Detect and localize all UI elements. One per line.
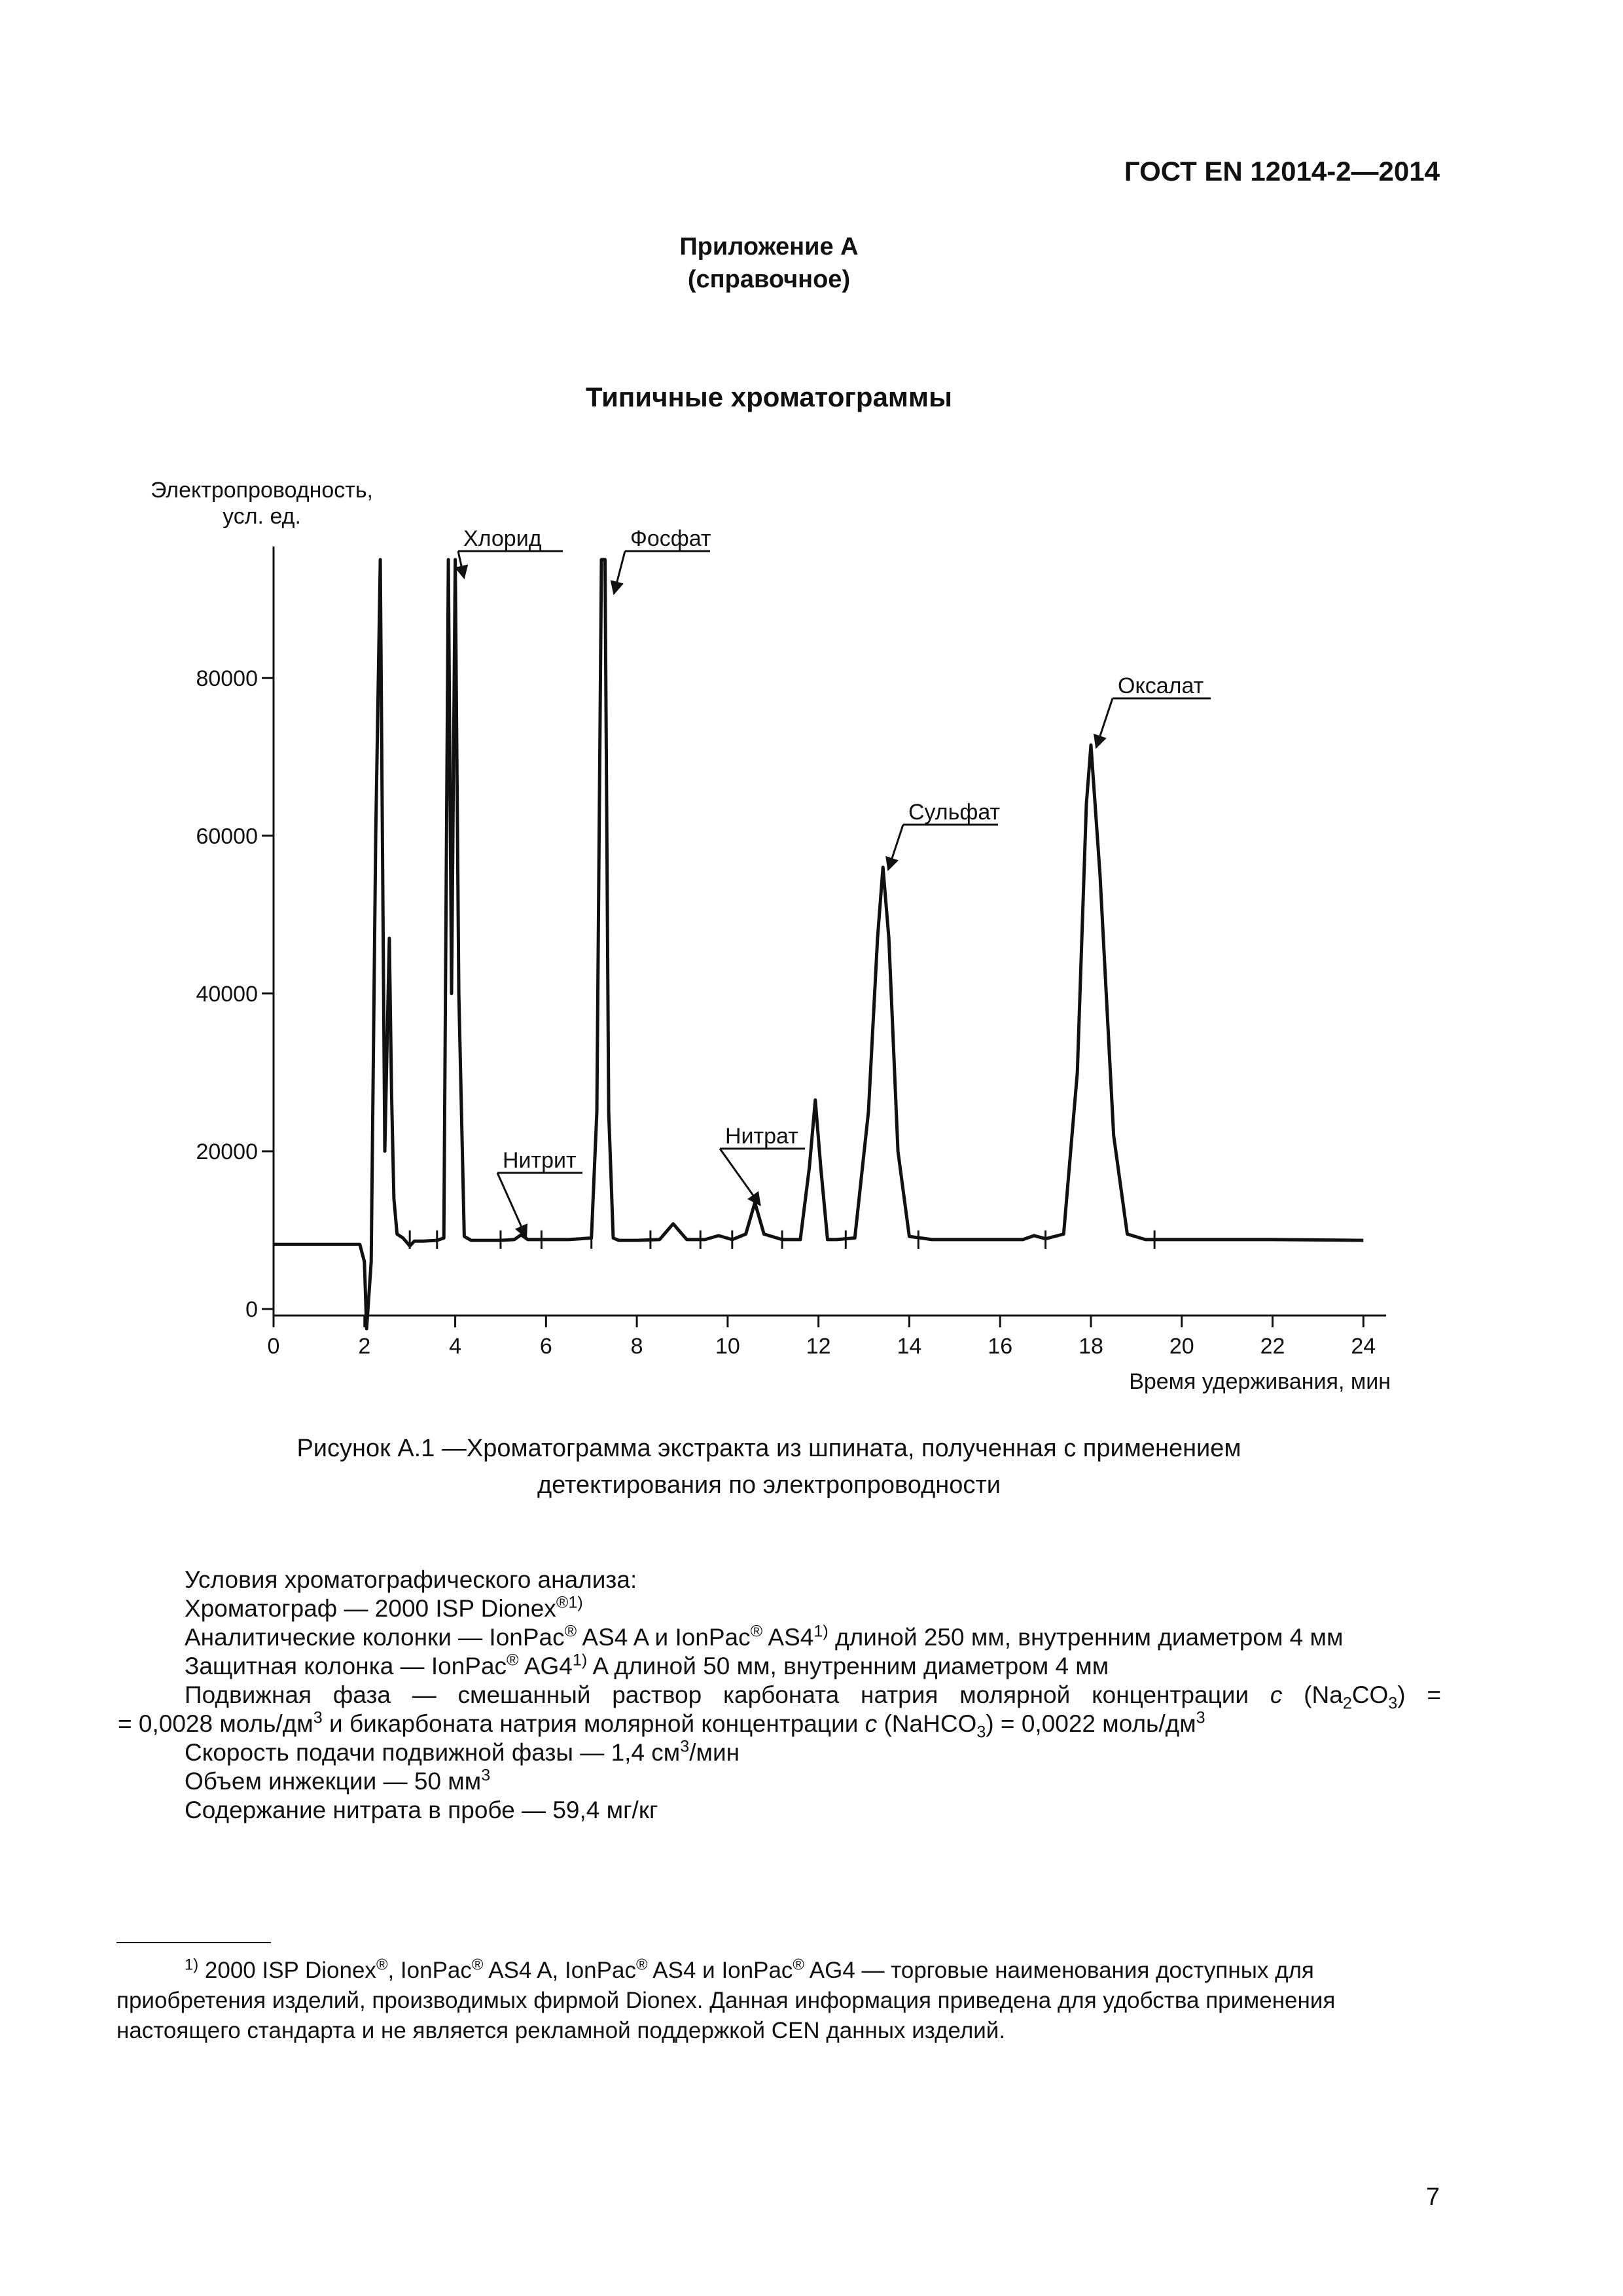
peak-label: Хлорид [463,526,542,551]
condition-mobile-phase-cont: = 0,0028 моль/$дм^3$ и бикарбоната натрия молярной концентрации c (NaHCO$_3$) = 0,0022 моль/$дм^3$ [118,1708,1205,1742]
figure-caption [0,1430,1538,1503]
x-tick-label: 22 [1260,1334,1285,1359]
x-tick-label: 8 [630,1334,643,1359]
footnote-divider [116,1942,271,1943]
chart-axes [274,547,1386,1316]
condition-guard-column: Защитная колонка — IonPac® AG4$^{1)}$ A длиной 50 мм, внутренним диаметром 4 мм [185,1651,1109,1679]
x-tick-label: 0 [267,1334,280,1359]
page-number: 7 [1425,2183,1440,2211]
y-tick-label: 40000 [196,981,258,1007]
peak-label: Сульфат [908,800,1001,825]
x-tick-label: 4 [449,1334,462,1359]
figure-caption-line2: детектирования по электропроводности [537,1471,1001,1499]
peak-annotation [1096,673,1211,747]
condition-nitrate-content: Содержание нитрата в пробе — 59,4 мг/кг [185,1797,658,1823]
peak-arrow [497,1173,526,1238]
x-tick-label: 12 [806,1334,831,1359]
y-axis-label-line2: усл. ед. [223,504,301,529]
peak-arrow [614,551,625,594]
chromatogram-chart [0,458,1505,1427]
condition-chromatograph: Хроматограф — 2000 ISP Dionex$^{®1)}$ [185,1593,583,1622]
x-tick-label: 18 [1079,1334,1103,1359]
peak-label: Оксалат [1118,673,1204,698]
peak-annotations [458,526,1211,1238]
condition-mobile-phase: Подвижная фаза — смешанный раствор карбоната натрия молярной концентрации c $(Na_2CO_3)$ = [185,1681,1442,1713]
annex-subtitle: (справочное) [687,266,851,293]
x-tick-label: 14 [897,1334,922,1359]
x-tick-label: 10 [715,1334,740,1359]
x-tick-label: 20 [1169,1334,1194,1359]
peak-annotation [458,526,563,578]
condition-columns: Аналитические колонки — IonPac® AS4 A и IonPac® AS4$^{1)}$ длиной 250 мм, внутренним диаметром 4 мм [185,1622,1344,1651]
peak-arrow [458,551,464,578]
x-tick-label: 16 [988,1334,1013,1359]
condition-flow-rate: Скорость подачи подвижной фазы — 1,4 $см^3$/мин [185,1737,740,1766]
annex-title: Приложение А [679,233,859,260]
x-tick-label: 6 [539,1334,552,1359]
annex-heading [0,230,1538,296]
peak-arrow [1096,698,1113,747]
footnote: $^{1)}$ 2000 ISP Dionex®, IonPac® AS4 A, IonPac® AS4 и IonPac® AG4 — торговые наименования доступных для приобретения изделий, производимых фирмой Dionex. Данная информация приведена для удобства применения настоящего стандарта и не является рекламной поддержкой CEN данных изделий. [116,1956,1336,2043]
condition-injection-volume: Объем инжекции — 50 $мм^3$ [185,1766,491,1795]
peak-label: Фосфат [630,526,711,551]
figure-caption-line1: Рисунок А.1 —Хроматограмма экстракта из шпината, полученная с применением [296,1435,1241,1462]
peak-annotation [614,526,711,594]
peak-annotation [888,800,1000,870]
peak-label: Нитрат [725,1124,798,1149]
x-tick-label: 2 [358,1334,371,1359]
peak-annotation [720,1124,805,1205]
section-title: Типичные хроматограммы [586,382,952,412]
footnote-marker: 1) [185,1956,199,1974]
peak-arrow [720,1149,760,1205]
y-tick-label: 80000 [196,666,258,691]
y-tick-label: 20000 [196,1139,258,1164]
y-axis-label-line1: Электропроводность, [150,478,374,503]
y-tick-label: 60000 [196,823,258,849]
peak-annotation [497,1148,582,1238]
y-tick-label: 0 [245,1297,258,1322]
peak-label: Нитрит [503,1148,577,1173]
analysis-conditions [118,1566,1442,1825]
x-axis-label: Время удерживания, мин [1129,1369,1391,1394]
peak-arrow [888,825,903,870]
conditions-heading: Условия хроматографического анализа: [185,1566,637,1593]
document-code: ГОСТ EN 12014-2—2014 [1124,156,1440,187]
x-tick-label: 24 [1351,1334,1376,1359]
